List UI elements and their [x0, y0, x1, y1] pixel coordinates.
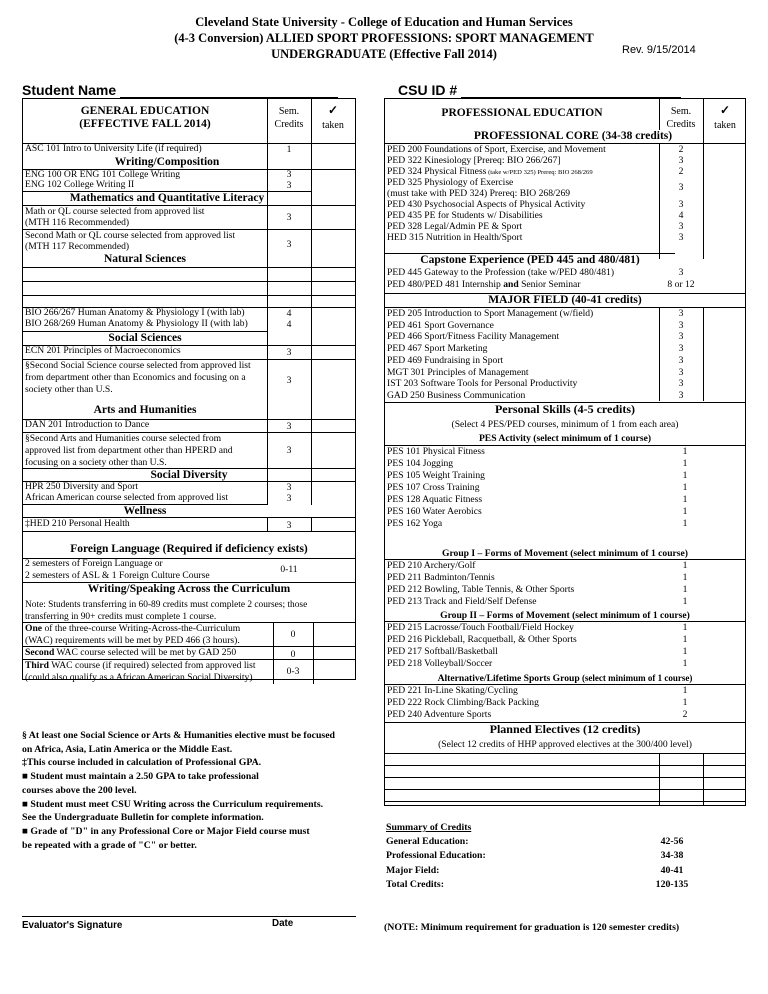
credit-value: 1	[682, 446, 688, 457]
course-name: IST 203 Software Tools for Personal Productivity	[387, 378, 578, 390]
header-line-1: Cleveland State University - College of Education and Human Services	[195, 15, 573, 29]
credit-value: 3	[678, 331, 684, 343]
course-note: (must take with PED 324) Prereq: BIO 268/269	[387, 188, 571, 199]
header-line-3: UNDERGRADUATE (Effective Fall 2014)	[271, 47, 497, 61]
course-name: ECN 201 Principles of Macroeconomics	[25, 346, 181, 356]
table-row[interactable]	[385, 177, 745, 199]
table-row[interactable]	[385, 458, 745, 470]
table-row[interactable]	[385, 199, 745, 210]
check-mark-icon: ✓	[327, 103, 339, 117]
credit-value: 3	[286, 482, 292, 493]
course-note: focusing on a society other than U.S.	[25, 457, 167, 468]
section-writing-across-curriculum: Writing/Speaking Across the Curriculum	[23, 582, 355, 596]
credit-value: 1	[682, 596, 688, 607]
table-row[interactable]	[385, 355, 745, 367]
credit-value: 1	[682, 470, 688, 481]
credit-value: 1	[286, 144, 292, 155]
table-row[interactable]	[385, 166, 745, 177]
planned-electives-instructions: (Select 12 credits of HHP approved electives at the 300/400 level)	[438, 739, 692, 750]
summary-row	[386, 878, 702, 892]
credit-value: 3	[678, 308, 684, 319]
section-social-diversity: Social Diversity	[23, 468, 355, 482]
table-row[interactable]	[385, 210, 745, 221]
course-name: PES 101 Physical Fitness	[387, 446, 485, 457]
gen-ed-title: GENERAL EDUCATION	[80, 105, 210, 117]
credit-value: 3	[678, 389, 684, 401]
wac-note: Note: Students transferring in 60-89 credits must complete 2 courses; those	[25, 600, 308, 610]
section-arts-humanities: Arts and Humanities	[93, 404, 197, 416]
table-row[interactable]	[385, 267, 745, 279]
table-row[interactable]	[385, 279, 745, 291]
csu-id-field[interactable]	[398, 82, 681, 98]
table-row[interactable]	[385, 232, 745, 243]
course-name: ‡HED 210 Personal Health	[25, 519, 130, 529]
section-major-field: MAJOR FIELD (40-41 credits)	[385, 293, 745, 307]
table-row[interactable]	[385, 378, 745, 390]
table-row[interactable]	[25, 558, 269, 582]
graduation-note: (NOTE: Minimum requirement for graduation is 120 semester credits)	[384, 922, 680, 933]
course-name: PED 240 Adventure Sports	[387, 709, 492, 720]
gen-ed-credits-header: Credits	[274, 119, 304, 130]
course-name: §Second Arts and Humanities course selected from	[25, 433, 222, 444]
course-note: approved list from department other than HPERD and	[25, 445, 233, 456]
summary-value: 42-56	[660, 836, 684, 848]
credit-value: 1	[682, 518, 688, 529]
course-name: PED 324 Physical Fitness	[387, 166, 487, 177]
table-row[interactable]	[385, 221, 745, 232]
credit-value: 3	[286, 375, 292, 386]
table-row[interactable]	[385, 709, 745, 721]
table-row[interactable]	[385, 470, 745, 482]
course-name: PED 217 Softball/Basketball	[387, 646, 498, 657]
credit-value: 3	[286, 347, 292, 358]
course-name: PED 215 Lacrosse/Touch Football/Field Hockey	[387, 622, 574, 633]
course-name: PES 162 Yoga	[387, 518, 443, 529]
credit-value: 3	[678, 199, 684, 210]
section-professional-core: PROFESSIONAL CORE (34-38 credits)	[449, 130, 697, 143]
credit-value: 1	[682, 584, 688, 595]
wac-note: transferring in 90+ credits must complete 1 course.	[25, 612, 217, 622]
credit-value: 4	[678, 210, 684, 221]
course-name: Math or QL course selected from approved list	[25, 206, 205, 217]
credit-value: 3	[678, 221, 684, 232]
summary-value: 40-41	[660, 864, 684, 876]
course-name: GAD 250 Business Communication	[387, 389, 526, 401]
table-row[interactable]	[385, 560, 745, 572]
course-name: PED 210 Archery/Golf	[387, 560, 476, 571]
credit-value: 3	[286, 493, 292, 504]
credit-value: 3	[286, 445, 292, 456]
course-name: HPR 250 Diversity and Sport	[25, 482, 138, 492]
table-row[interactable]	[385, 658, 745, 670]
table-row[interactable]	[385, 506, 745, 518]
course-name: PES 105 Weight Training	[387, 470, 485, 481]
course-name: PED 469 Fundraising in Sport	[387, 354, 504, 366]
credit-value: 3	[678, 232, 684, 243]
credit-value: 3	[678, 155, 684, 166]
student-name-field[interactable]	[22, 82, 338, 98]
table-row[interactable]	[385, 144, 745, 155]
course-name: PED 445 Gateway to the Profession (take w/PED 480/481)	[387, 267, 615, 278]
summary-value: 120-135	[655, 878, 689, 890]
course-name: PED 221 In-Line Skating/Cycling	[387, 685, 518, 696]
credit-value: 3	[678, 267, 684, 278]
course-name: PES 128 Aquatic Fitness	[387, 494, 483, 505]
course-name: PES 107 Cross Training	[387, 482, 480, 493]
course-name: 2 semesters of Foreign Language or	[25, 558, 163, 569]
prof-sem-header: Sem.	[670, 106, 692, 117]
prof-taken-header: taken	[714, 120, 736, 131]
course-name: PED 216 Pickleball, Racquetball, & Other Sports	[387, 634, 577, 645]
course-name: PED 322 Kinesiology [Prereq: BIO 266/267]	[387, 155, 561, 166]
credit-value: 2	[682, 709, 688, 720]
table-row[interactable]	[385, 331, 745, 343]
alt-group-rule: (select minimum of 1 course)	[579, 673, 693, 683]
table-row[interactable]	[385, 446, 745, 458]
credit-value: 1	[682, 658, 688, 669]
credit-value: 2	[678, 144, 684, 155]
credit-value: 0	[290, 629, 296, 640]
signature-line[interactable]	[22, 916, 356, 917]
course-name: §Second Social Science course selected from approved list	[25, 360, 251, 371]
section-wellness: Wellness	[23, 504, 267, 518]
credit-value: 1	[682, 506, 688, 517]
course-name: Second Math or QL course selected from approved list	[25, 230, 236, 241]
credit-value: 3	[286, 520, 292, 531]
table-row[interactable]	[385, 482, 745, 494]
credit-value: 3	[678, 366, 684, 378]
table-row[interactable]	[385, 155, 745, 166]
credit-value: 1	[682, 622, 688, 633]
course-name: PED 218 Volleyball/Soccer	[387, 658, 493, 669]
section-planned-electives: Planned Electives (12 credits)	[385, 722, 745, 736]
summary-row	[386, 864, 702, 878]
summary-row	[386, 835, 702, 849]
section-capstone: Capstone Experience (PED 445 and 480/481)	[385, 253, 675, 267]
table-row[interactable]	[25, 647, 273, 659]
table-row[interactable]	[385, 390, 745, 402]
course-name: BIO 266/267 Human Anatomy & Physiology I (with lab)	[25, 308, 245, 318]
course-name: PED 211 Badminton/Tennis	[387, 572, 495, 583]
course-name: PED 325 Physiology of Exercise	[387, 177, 514, 188]
credit-value: 3	[678, 378, 684, 390]
table-row[interactable]	[385, 494, 745, 506]
student-name-line[interactable]	[120, 84, 338, 98]
gen-ed-taken-header: taken	[322, 120, 344, 131]
footnote: ■ Student must meet CSU Writing across the Curriculum requirements.	[22, 798, 324, 810]
credit-value: 1	[682, 494, 688, 505]
table-row[interactable]	[385, 697, 745, 709]
credit-value: 1	[682, 560, 688, 571]
table-row[interactable]	[25, 660, 273, 684]
credit-value: 3	[286, 421, 292, 432]
course-note: society other than U.S.	[25, 384, 113, 395]
credit-value: 3	[286, 180, 292, 191]
csu-id-label: CSU ID #	[398, 82, 458, 98]
footnote: be repeated with a grade of "C" or better.	[22, 839, 197, 851]
course-name: PED 466 Sport/Fitness Facility Management	[387, 331, 560, 343]
wac-ordinal: Second	[25, 647, 55, 658]
credit-value: 0-3	[286, 666, 300, 677]
course-name: PED 328 Legal/Admin PE & Sport	[387, 221, 523, 232]
gen-ed-header	[23, 99, 355, 143]
alternative-sports-title	[385, 673, 745, 684]
section-social-sciences: Social Sciences	[23, 331, 267, 345]
footnotes	[22, 729, 372, 852]
credit-value: 3	[678, 319, 684, 331]
course-conjunction: and	[503, 279, 519, 290]
summary-row	[386, 849, 702, 863]
credit-value: 8 or 12	[667, 279, 695, 290]
prof-credits-header: Credits	[666, 119, 696, 130]
credit-value: 3	[678, 182, 684, 193]
table-row[interactable]	[385, 685, 745, 697]
course-name: 2 semesters of ASL & 1 Foreign Culture Course	[25, 570, 210, 581]
summary-label: Major Field:	[386, 864, 440, 876]
course-note: (could also qualify as a African American Social Diversity)	[25, 672, 253, 683]
wac-ordinal: One	[25, 623, 43, 634]
section-personal-skills: Personal Skills (4-5 credits)	[385, 402, 745, 416]
footnote: courses above the 200 level.	[22, 784, 137, 796]
course-name: Senior Seminar	[518, 279, 581, 290]
credit-value: 0	[290, 649, 296, 660]
table-row[interactable]	[385, 622, 745, 634]
course-name: ENG 100 OR ENG 101 College Writing	[25, 170, 181, 180]
course-name: PED 205 Introduction to Sport Management (w/field)	[387, 308, 594, 319]
course-name: of the three-course Writing-Across-the-Curriculum	[42, 623, 241, 634]
credit-value: 4	[286, 308, 292, 319]
course-name: BIO 268/269 Human Anatomy & Physiology II (with lab)	[25, 319, 248, 329]
course-name: MGT 301 Principles of Management	[387, 366, 529, 378]
group-1-title: Group I – Forms of Movement (select minimum of 1 course)	[441, 548, 688, 559]
course-note: (MTH 116 Recommended)	[25, 217, 130, 228]
credit-value: 1	[682, 697, 688, 708]
gen-ed-sem-header: Sem.	[278, 106, 300, 117]
wac-ordinal: Third	[25, 660, 49, 671]
footnote: ■ Grade of "D" in any Professional Core or Major Field course must	[22, 825, 310, 837]
alt-group-name: Alternative/Lifetime Sports Group	[437, 673, 580, 684]
group-2-title: Group II – Forms of Movement (select minimum of 1 course)	[440, 610, 690, 621]
table-row[interactable]	[385, 634, 745, 646]
credit-value: 3	[678, 343, 684, 355]
general-education-table	[22, 98, 356, 683]
student-name-label: Student Name	[22, 82, 117, 98]
pes-activity-title: PES Activity (select minimum of 1 course)	[478, 433, 652, 444]
table-row[interactable]	[25, 623, 273, 647]
prof-ed-title: PROFESSIONAL EDUCATION	[441, 107, 603, 119]
credit-value: 3	[678, 354, 684, 366]
table-row[interactable]	[385, 646, 745, 658]
credit-value: 3	[286, 212, 292, 223]
professional-education-table	[384, 98, 746, 806]
footnote: § At least one Social Science or Arts & Humanities elective must be focused	[22, 730, 336, 741]
gen-ed-subtitle: (EFFECTIVE FALL 2014)	[79, 118, 211, 130]
course-name: PED 430 Psychosocial Aspects of Physical Activity	[387, 199, 586, 210]
credit-value: 1	[682, 634, 688, 645]
course-name: PES 160 Water Aerobics	[387, 506, 482, 517]
course-name: PED 200 Foundations of Sport, Exercise, and Movement	[387, 144, 606, 155]
course-name: PED 213 Track and Field/Self Defense	[387, 596, 537, 607]
course-name: African American course selected from approved list	[25, 493, 228, 503]
footnote: ‡This course included in calculation of Professional GPA.	[22, 757, 262, 769]
course-name: ENG 102 College Writing II	[25, 180, 135, 190]
credit-summary	[386, 821, 702, 892]
credit-value: 1	[682, 646, 688, 657]
course-name: PED 461 Sport Governance	[387, 319, 494, 331]
summary-title: Summary of Credits	[386, 822, 472, 833]
footnote: See the Undergraduate Bulletin for complete information.	[22, 812, 264, 824]
revision-date: Rev. 9/15/2014	[622, 44, 696, 56]
credit-value: 3	[286, 169, 292, 180]
section-writing: Writing/Composition	[114, 156, 220, 168]
course-note: (take w/PED 325) Prereq: BIO 268/269	[486, 169, 593, 176]
footnote: on Africa, Asia, Latin America or the Middle East.	[22, 743, 233, 755]
summary-label: Professional Education:	[386, 850, 486, 862]
credit-value: 4	[286, 319, 292, 330]
credit-value: 2	[678, 166, 684, 177]
summary-label: General Education:	[386, 836, 469, 848]
credit-value: 1	[682, 572, 688, 583]
credit-value: 1	[682, 482, 688, 493]
course-note: (MTH 117 Recommended)	[25, 241, 130, 252]
table-row[interactable]	[25, 433, 265, 469]
table-row[interactable]	[385, 572, 745, 584]
course-note: (WAC) requirements will be met by PED 466 (3 hours).	[25, 635, 240, 646]
section-foreign-language: Foreign Language (Required if deficiency exists)	[70, 543, 308, 555]
course-name: PED 467 Sport Marketing	[387, 343, 488, 355]
course-name: DAN 201 Introduction to Dance	[25, 420, 150, 430]
course-name: WAC course (if required) selected from approved list	[49, 660, 256, 671]
credit-value: 3	[286, 239, 292, 250]
header-line-2: (4-3 Conversion) ALLIED SPORT PROFESSIONS: SPORT MANAGEMENT	[174, 31, 594, 45]
credit-value: 0-11	[280, 564, 298, 575]
course-note: from department other than Economics and focusing on a	[25, 372, 246, 383]
footnote: ■ Student must maintain a 2.50 GPA to take professional	[22, 771, 259, 783]
section-math: Mathematics and Quantitative Literacy	[23, 191, 311, 205]
table-row[interactable]	[25, 360, 265, 396]
personal-skills-instructions: (Select 4 PES/PED courses, minimum of 1 from each area)	[451, 419, 679, 430]
course-name: HED 315 Nutrition in Health/Sport	[387, 232, 523, 243]
credit-value: 1	[682, 458, 688, 469]
table-row[interactable]	[25, 206, 265, 228]
table-row[interactable]	[25, 230, 265, 252]
date-label: Date	[272, 918, 294, 929]
evaluator-signature-label: Evaluator's Signature	[22, 920, 123, 931]
summary-label: Total Credits:	[386, 878, 444, 890]
course-name: PED 480/PED 481 Internship	[387, 279, 504, 290]
course-name: PED 435 PE for Students w/ Disabilities	[387, 210, 543, 221]
check-mark-icon: ✓	[719, 103, 731, 117]
summary-value: 34-38	[660, 850, 684, 862]
table-row[interactable]	[385, 367, 745, 379]
table-row[interactable]	[385, 518, 745, 530]
table-row[interactable]	[385, 584, 745, 596]
table-row[interactable]	[385, 596, 745, 608]
csu-id-line[interactable]	[461, 84, 681, 98]
table-row[interactable]	[385, 320, 745, 332]
section-natural-sciences: Natural Sciences	[103, 253, 187, 265]
table-row[interactable]	[385, 308, 745, 320]
course-name: WAC course selected will be met by GAD 250	[54, 647, 237, 658]
course-name: PES 104 Jogging	[387, 458, 454, 469]
credit-value: 1	[682, 685, 688, 696]
course-name: PED 222 Rock Climbing/Back Packing	[387, 697, 539, 708]
course-name: ASC 101 Intro to University Life (if required)	[25, 144, 202, 154]
table-row[interactable]	[385, 343, 745, 355]
course-name: PED 212 Bowling, Table Tennis, & Other Sports	[387, 584, 575, 595]
